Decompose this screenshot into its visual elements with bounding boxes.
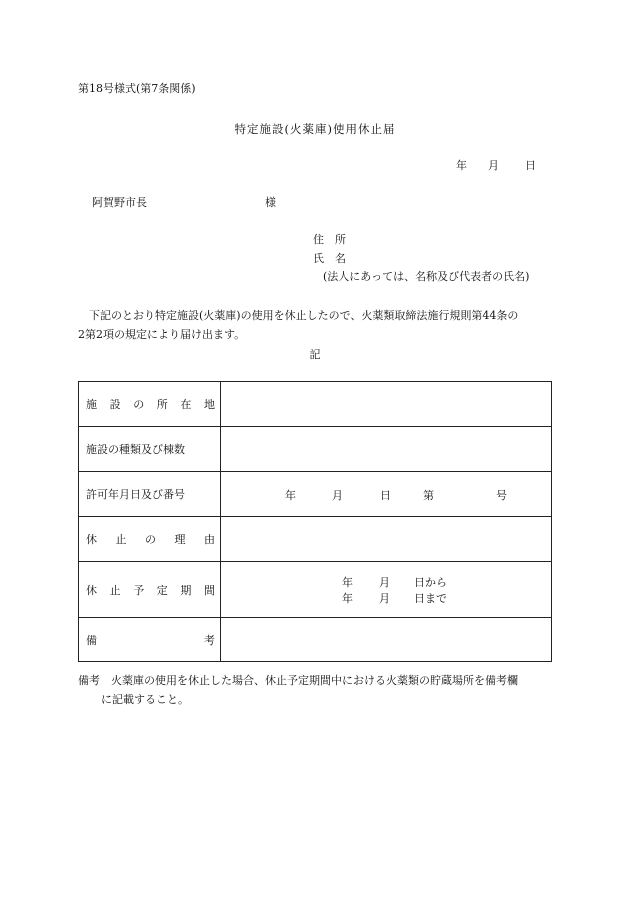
body-text-line-2: 2第2項の規定により届け出ます。 — [78, 328, 246, 341]
table-row — [79, 427, 552, 472]
period-from-month: 月 — [379, 576, 390, 589]
table-row — [79, 618, 552, 662]
label-suspension-reason: 休 止 の 理 由 — [79, 517, 221, 562]
period-to-month: 月 — [379, 592, 390, 605]
suspension-period-field[interactable] — [221, 562, 552, 618]
date-year-label: 年 — [456, 159, 467, 172]
label-facility-location: 施 設 の 所 在 地 — [79, 382, 221, 427]
permit-dai-label: 第 — [423, 489, 434, 502]
permit-month-label: 月 — [332, 489, 343, 502]
footnote — [78, 671, 518, 709]
date-day-label: 日 — [525, 159, 536, 172]
permit-go-label: 号 — [496, 489, 507, 502]
facility-location-field[interactable] — [221, 382, 552, 427]
permit-day-label: 日 — [380, 489, 391, 502]
permit-year-label: 年 — [285, 489, 296, 502]
addressee: 阿賀野市長 — [92, 196, 147, 209]
body-text — [78, 306, 556, 344]
label-remarks: 備 考 — [79, 618, 221, 662]
period-from-year: 年 — [342, 576, 353, 589]
honorific: 様 — [265, 196, 276, 209]
table-row — [79, 517, 552, 562]
label-facility-type-count: 施設の種類及び棟数 — [79, 427, 221, 472]
footnote-line-2: に記載すること。 — [101, 693, 189, 706]
table-row — [79, 382, 552, 427]
label-suspension-period: 休 止 予 定 期 間 — [79, 562, 221, 618]
table-row — [79, 562, 552, 618]
remarks-field[interactable] — [221, 618, 552, 662]
document-title: 特定施設(火薬庫)使用休止届 — [234, 122, 396, 136]
body-text-line-1: 下記のとおり特定施設(火薬庫)の使用を休止したので、火薬類取締法施行規則第44条の — [89, 309, 519, 322]
address-label: 住 所 — [313, 233, 346, 246]
footnote-line-1: 備考 火薬庫の使用を休止した場合、休止予定期間中における火薬類の貯蔵場所を備考欄 — [78, 674, 518, 687]
corporate-note: (法人にあっては、名称及び代表者の氏名) — [323, 270, 530, 283]
name-label: 氏 名 — [313, 252, 346, 265]
suspension-reason-field[interactable] — [221, 517, 552, 562]
label-permit-date-number: 許可年月日及び番号 — [79, 472, 221, 517]
notification-table — [78, 381, 552, 662]
table-row — [79, 472, 552, 517]
facility-type-count-field[interactable] — [221, 427, 552, 472]
ki-heading: 記 — [309, 348, 321, 361]
form-number: 第18号様式(第7条関係) — [78, 82, 196, 95]
permit-date-number-field[interactable] — [221, 472, 552, 517]
date-month-label: 月 — [488, 159, 499, 172]
period-from-day: 日から — [414, 576, 447, 589]
period-to-year: 年 — [342, 592, 353, 605]
period-to-day: 日まで — [414, 592, 447, 605]
